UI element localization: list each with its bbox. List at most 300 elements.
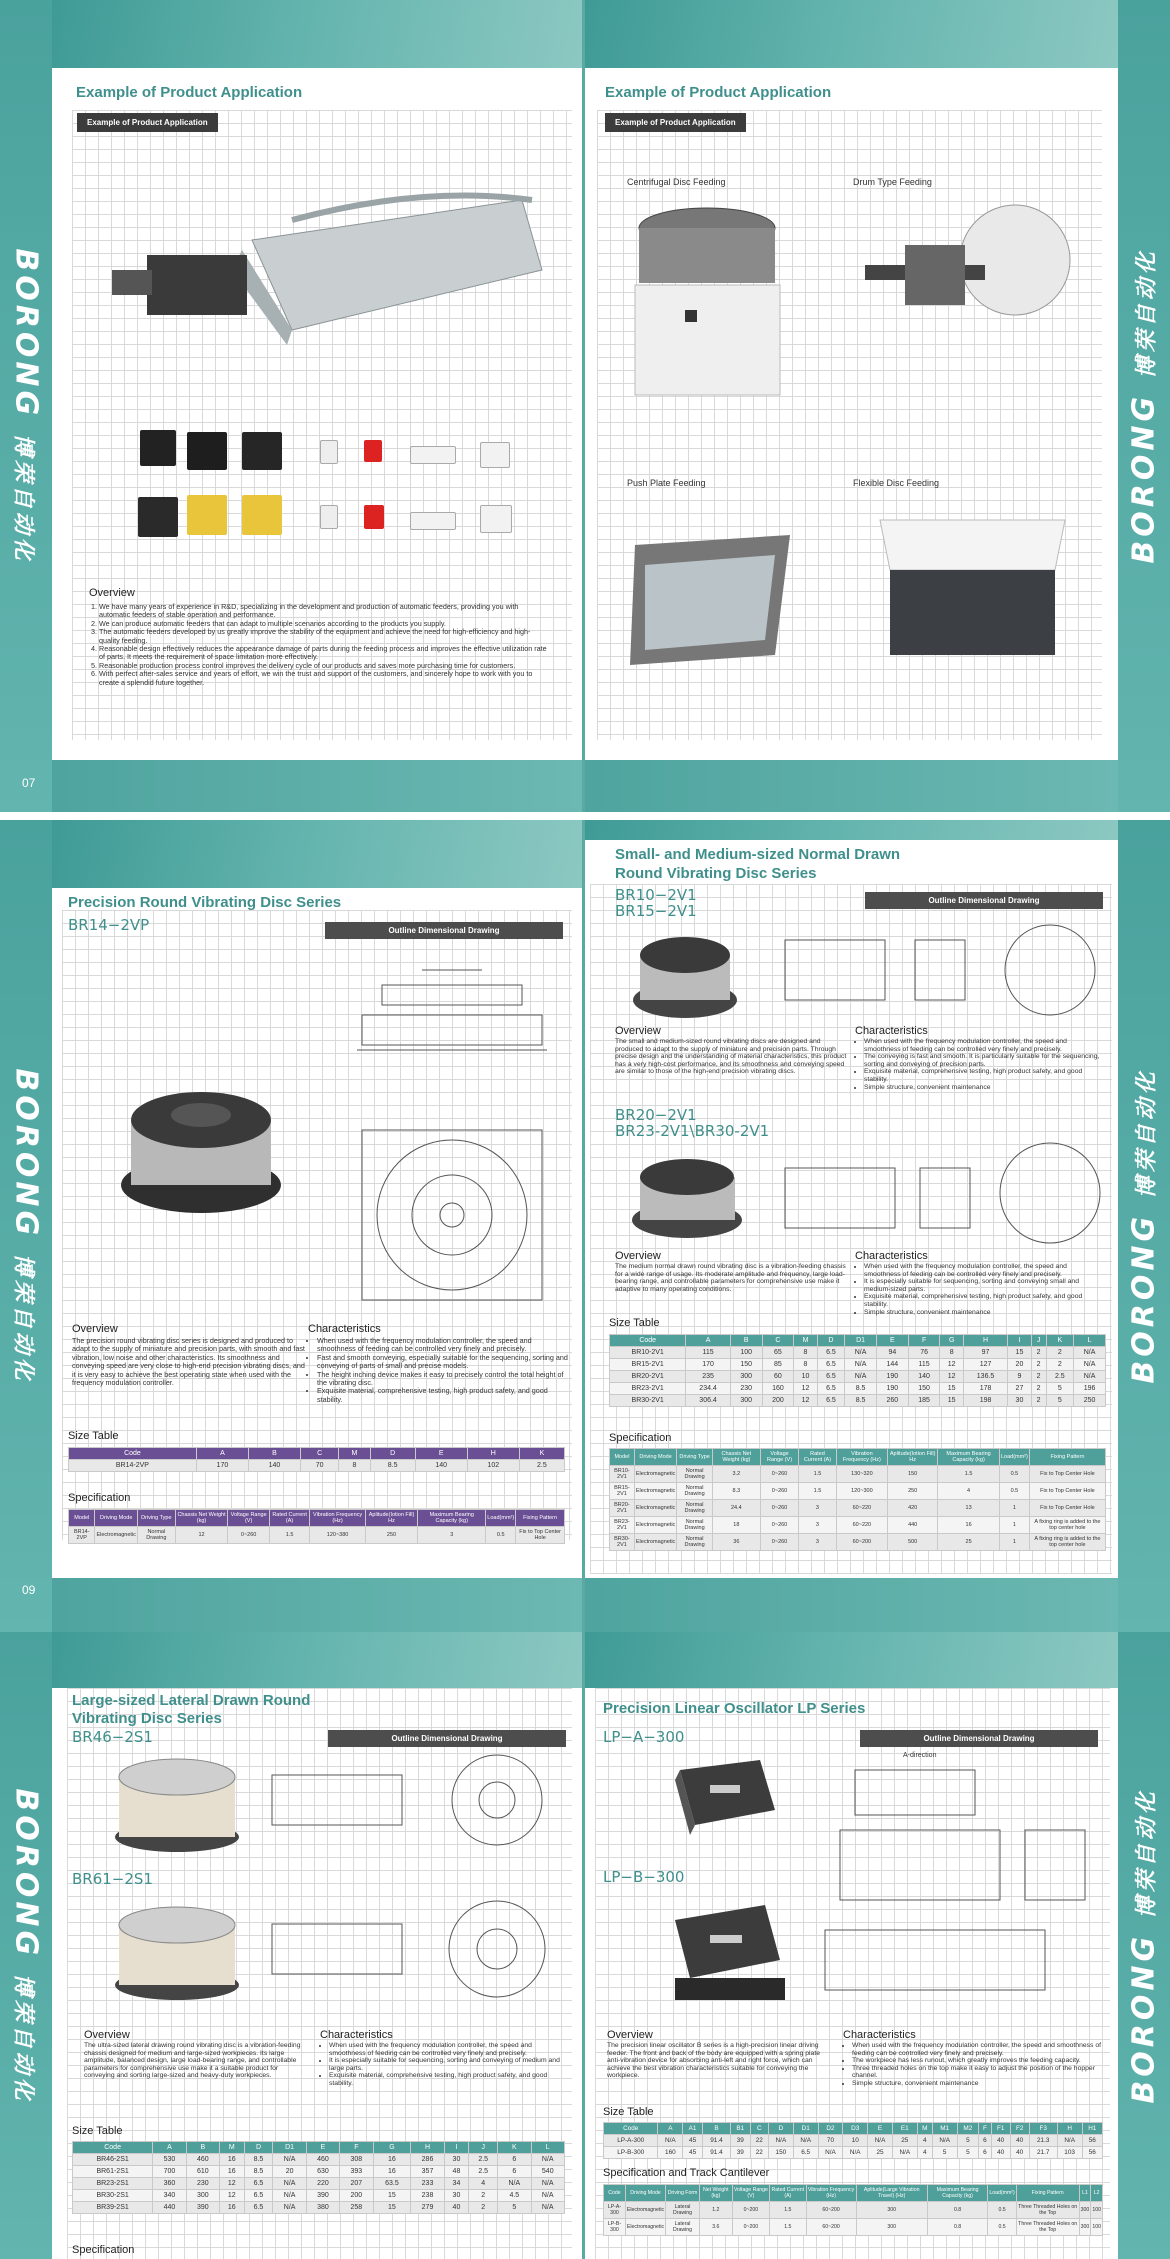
- application-label: Drum Type Feeding: [853, 177, 932, 187]
- drawing-header: Outline Dimensional Drawing: [860, 1730, 1098, 1747]
- table-cell: E: [868, 2123, 893, 2135]
- overview-text: The precision round vibrating disc series is designed and produced to adapt to the supply of miniature and precision parts, with smooth and fast vibration, low noise and other characteristics. Its smoothness and conveying speed are very close to high-end precision vibrating discs, and it is very easy to achieve the best operating state when used with the frequency modulation controller.: [72, 1336, 305, 1388]
- table-cell: LP-A-300: [604, 2202, 626, 2219]
- table-cell: Normal Drawing: [677, 1500, 713, 1517]
- part-image: [242, 432, 282, 470]
- top-band: [585, 0, 1118, 68]
- left-brand-bar: [0, 820, 52, 1632]
- table-cell: N/A: [531, 2154, 565, 2166]
- characteristics-list: [320, 2042, 562, 2088]
- table-cell: 357: [411, 2166, 444, 2178]
- table-cell: Load(mm²): [486, 1510, 516, 1527]
- table-cell: 460: [306, 2154, 339, 2166]
- table-cell: 6.5: [817, 1371, 845, 1383]
- table-cell: N/A: [273, 2178, 306, 2190]
- table-cell: 8.5: [845, 1395, 877, 1407]
- drawing-header: Outline Dimensional Drawing: [865, 892, 1103, 909]
- characteristic-item: • The workpiece has less runout, which greatly improves the feeding capacity.: [852, 2057, 1103, 2065]
- table-cell: 2.5: [469, 2166, 498, 2178]
- table-cell: BR23-2V1: [610, 1383, 686, 1395]
- table-cell: D: [370, 1448, 415, 1460]
- table-cell: 5: [957, 2135, 979, 2147]
- table-cell: 2: [1031, 1371, 1046, 1383]
- spread-09-10: [0, 820, 1170, 1632]
- table-cell: N/A: [273, 2190, 306, 2202]
- table-cell: 25: [868, 2147, 893, 2159]
- table-cell: Vibration Frequency (Hz): [310, 1510, 366, 1527]
- characteristic-item: • Three threaded holes on the top make it easy to adjust the position of the hopper channel.: [852, 2065, 1103, 2080]
- table-cell: Code: [604, 2185, 626, 2202]
- page-11: [52, 1632, 582, 2259]
- table-cell: Three Threaded Holes on the Top: [1016, 2202, 1079, 2219]
- table-cell: 360: [153, 2178, 186, 2190]
- page-title: Example of Product Application: [76, 84, 303, 101]
- characteristics-list: [855, 1038, 1100, 1091]
- table-cell: B1: [730, 2123, 750, 2135]
- table-cell: 0.8: [927, 2219, 988, 2236]
- table-cell: 40: [991, 2135, 1010, 2147]
- table-cell: Driving Mode: [95, 1510, 137, 1527]
- table-cell: Maximum Bearing Capacity (kg): [927, 2185, 988, 2202]
- table-cell: Aplitude(Iotion Fill) Hz: [365, 1510, 417, 1527]
- table-cell: 120~380: [310, 1527, 366, 1544]
- table-cell: 63.5: [373, 2178, 411, 2190]
- table-cell: Electromagnetic: [634, 1466, 676, 1483]
- table-cell: 6: [498, 2154, 531, 2166]
- table-cell: N/A: [892, 2147, 917, 2159]
- page-title: Example of Product Application: [605, 84, 832, 101]
- size-table-heading: Size Table: [603, 2106, 654, 2118]
- overview-item: 5. Reasonable production process control improves the delivery cycle of our products and saves more purchasing time for customers.: [99, 662, 548, 670]
- table-cell: 3.6: [699, 2219, 732, 2236]
- drawing-label: A-direction: [903, 1752, 937, 1759]
- table-row: [73, 2178, 565, 2190]
- table-cell: 300: [856, 2202, 927, 2219]
- table-cell: 2: [1031, 1383, 1046, 1395]
- page-title: Precision Linear Oscillator LP Series: [603, 1700, 866, 1717]
- table-row: [610, 1359, 1106, 1371]
- outline-drawing-medium: [775, 1138, 1105, 1248]
- table-cell: G: [940, 1335, 963, 1347]
- top-band: [585, 820, 1118, 840]
- table-cell: F: [979, 2123, 992, 2135]
- table-cell: 3: [418, 1527, 486, 1544]
- table-cell: Code: [69, 1448, 197, 1460]
- table-row: [610, 1534, 1106, 1551]
- table-cell: 390: [306, 2190, 339, 2202]
- table-cell: Voltage Range (V): [228, 1510, 270, 1527]
- spread-11-12: [0, 1632, 1170, 2259]
- table-cell: Electromagnetic: [625, 2219, 665, 2236]
- table-cell: 150: [730, 1359, 762, 1371]
- table-cell: H: [963, 1335, 1007, 1347]
- table-cell: Code: [610, 1335, 686, 1347]
- table-cell: 3: [799, 1534, 836, 1551]
- table-cell: Driving Form: [666, 2185, 700, 2202]
- table-cell: H: [467, 1448, 519, 1460]
- table-cell: 30: [444, 2190, 469, 2202]
- table-cell: 8: [339, 1460, 370, 1472]
- table-cell: 60~200: [836, 1534, 887, 1551]
- brand-vertical-text: BORONG 博荣自动化: [1126, 1787, 1162, 2104]
- part-image: [480, 442, 510, 468]
- table-cell: M: [219, 2142, 244, 2154]
- table-cell: N/A: [1057, 2135, 1082, 2147]
- table-cell: Vibration Frequency (Hz): [836, 1449, 887, 1466]
- table-cell: 144: [876, 1359, 908, 1371]
- size-table-heading: Size Table: [609, 1317, 660, 1329]
- table-cell: BR46-2S1: [73, 2154, 153, 2166]
- spec-heading: Specification: [72, 2244, 135, 2256]
- spread-07-08: [0, 0, 1170, 812]
- table-cell: 12: [219, 2178, 244, 2190]
- table-cell: 16: [938, 1517, 1000, 1534]
- table-cell: 15: [940, 1395, 963, 1407]
- table-row: [610, 1383, 1106, 1395]
- table-cell: 200: [762, 1395, 794, 1407]
- table-cell: 0.5: [999, 1483, 1029, 1500]
- table-row: [69, 1527, 565, 1544]
- table-cell: C: [750, 2123, 768, 2135]
- table-cell: Chassis Net Weight (kg): [175, 1510, 228, 1527]
- table-cell: 85: [762, 1359, 794, 1371]
- part-image: [410, 446, 456, 464]
- table-cell: 5: [957, 2147, 979, 2159]
- table-cell: 2: [1046, 1347, 1074, 1359]
- table-cell: G: [373, 2142, 411, 2154]
- table-cell: L: [1074, 1335, 1106, 1347]
- characteristic-item: • It is especially suitable for sequencing, sorting and conveying small and medium-sized parts.: [864, 1278, 1100, 1293]
- table-cell: M: [794, 1335, 817, 1347]
- table-header-row: [610, 1449, 1106, 1466]
- table-cell: 279: [411, 2202, 444, 2214]
- table-cell: Electromagnetic: [634, 1483, 676, 1500]
- brand-vertical-text: BORONG 博荣自动化: [8, 1787, 44, 2104]
- table-cell: 207: [340, 2178, 373, 2190]
- table-cell: D2: [818, 2123, 843, 2135]
- table-cell: N/A: [1074, 1347, 1106, 1359]
- model-name: BR15−2V1: [615, 902, 697, 920]
- table-cell: Aplitude(Large Vibration Travel) (Hz): [856, 2185, 927, 2202]
- table-cell: Code: [604, 2123, 658, 2135]
- table-cell: 18: [712, 1517, 760, 1534]
- table-cell: 4: [917, 2147, 932, 2159]
- table-cell: Vibration Frequency (Hz): [806, 2185, 856, 2202]
- overview-text: The medium normal drawn round vibrating disc is a vibration-feeding chassis for a wide range of usage. Its moderate amplitude and frequency, large load-bearing range, and controllable parameters for comprehensive use make it adaptive to many operating conditions.: [615, 1263, 846, 1293]
- table-cell: Electromagnetic: [95, 1527, 137, 1544]
- table-cell: 300: [1079, 2202, 1091, 2219]
- table-cell: 2: [1031, 1359, 1046, 1371]
- table-cell: 70: [818, 2135, 843, 2147]
- table-cell: 390: [186, 2202, 219, 2214]
- table-cell: BR39-2S1: [73, 2202, 153, 2214]
- table-cell: 30: [1008, 1395, 1031, 1407]
- application-label: Flexible Disc Feeding: [853, 478, 940, 488]
- application-label: Centrifugal Disc Feeding: [627, 177, 726, 187]
- table-cell: F1: [991, 2123, 1010, 2135]
- characteristics-list: [843, 2042, 1103, 2088]
- table-cell: 4: [938, 1483, 1000, 1500]
- table-cell: 100: [730, 1347, 762, 1359]
- table-cell: A: [658, 2123, 683, 2135]
- table-cell: 24.4: [712, 1500, 760, 1517]
- table-cell: 22: [750, 2135, 768, 2147]
- table-cell: Fix to Top Center Hole: [1029, 1483, 1105, 1500]
- table-cell: E1: [892, 2123, 917, 2135]
- table-cell: 150: [908, 1383, 940, 1395]
- table-cell: Driving Mode: [625, 2185, 665, 2202]
- table-cell: BR10-2V1: [610, 1347, 686, 1359]
- table-cell: F: [908, 1335, 940, 1347]
- table-cell: 60~200: [806, 2202, 856, 2219]
- table-cell: E: [415, 1448, 467, 1460]
- table-cell: 45: [683, 2147, 703, 2159]
- table-cell: 60~200: [806, 2219, 856, 2236]
- table-header-row: [69, 1510, 565, 1527]
- table-cell: H1: [1082, 2123, 1102, 2135]
- page-title: Precision Round Vibrating Disc Series: [68, 894, 342, 911]
- page-number: 09: [22, 1583, 36, 1597]
- table-cell: 340: [153, 2190, 186, 2202]
- brand-vertical-text: BORONG 博荣自动化: [8, 248, 44, 564]
- table-cell: 60~220: [836, 1517, 887, 1534]
- table-cell: Normal Drawing: [677, 1483, 713, 1500]
- characteristic-item: • The height inching device makes it easy to precisely control the total height of the vibrating disc.: [317, 1371, 568, 1388]
- table-cell: 45: [683, 2135, 703, 2147]
- table-cell: LP-B-300: [604, 2219, 626, 2236]
- spec-table: [68, 1509, 565, 1544]
- vibrating-disc-photo-medium: [625, 1142, 750, 1242]
- page-12: [585, 1632, 1118, 2259]
- right-brand-bar: [1118, 820, 1170, 1632]
- table-cell: 40: [991, 2147, 1010, 2159]
- table-cell: 25: [892, 2135, 917, 2147]
- table-cell: Electromagnetic: [634, 1534, 676, 1551]
- table-cell: 8.3: [712, 1483, 760, 1500]
- table-cell: 540: [531, 2166, 565, 2178]
- table-cell: 16: [373, 2154, 411, 2166]
- table-cell: 65: [762, 1347, 794, 1359]
- table-cell: Normal Drawing: [677, 1517, 713, 1534]
- table-cell: 100: [1091, 2219, 1103, 2236]
- table-cell: 5: [932, 2147, 957, 2159]
- table-cell: 4: [469, 2178, 498, 2190]
- table-cell: 60: [762, 1371, 794, 1383]
- overview-heading: Overview: [72, 1323, 118, 1335]
- table-cell: 76: [908, 1347, 940, 1359]
- table-cell: Fix to Top Center Hole: [516, 1527, 565, 1544]
- table-cell: 6.5: [244, 2178, 273, 2190]
- table-cell: 2: [1031, 1347, 1046, 1359]
- outline-drawing-side: [352, 955, 552, 1070]
- characteristic-item: • Fast and smooth conveying, especially suitable for the sequencing, sorting and conveying of parts of small and precise models.: [317, 1354, 568, 1371]
- linear-feeder-photo: [92, 180, 552, 355]
- size-table: [603, 2122, 1103, 2159]
- table-cell: 20: [273, 2166, 306, 2178]
- table-cell: 8: [794, 1347, 817, 1359]
- overview-text: The precision linear oscillator B series is a high-precision linear driving feeder. The front and back of the body are equipped with a spring plate anti-vibration device for absorbing anti-left and right force, which can achieve the best vibration characteristics suitable for conveying the workpiece.: [607, 2042, 820, 2080]
- table-cell: N/A: [531, 2202, 565, 2214]
- table-cell: Lateral Drawing: [666, 2202, 700, 2219]
- vibrating-disc-photo: [114, 1065, 289, 1220]
- top-band: [585, 1632, 1118, 1688]
- table-cell: 39: [730, 2147, 750, 2159]
- table-cell: 40: [1010, 2147, 1029, 2159]
- table-cell: 160: [658, 2147, 683, 2159]
- table-cell: 127: [963, 1359, 1007, 1371]
- table-cell: 13: [938, 1500, 1000, 1517]
- spec-heading: Specification: [609, 1432, 672, 1444]
- table-cell: K: [519, 1448, 564, 1460]
- table-cell: N/A: [845, 1359, 877, 1371]
- table-cell: 260: [876, 1395, 908, 1407]
- bottom-band: [52, 760, 582, 812]
- part-image: [242, 495, 282, 535]
- part-image: [320, 505, 338, 529]
- table-cell: 0~260: [760, 1534, 798, 1551]
- flexible-disc-feeder-photo: [870, 510, 1075, 660]
- characteristics-heading: Characteristics: [855, 1025, 928, 1037]
- table-cell: 39: [730, 2135, 750, 2147]
- characteristic-item: • Simple structure, convenient maintenance: [852, 2080, 1103, 2088]
- table-cell: 16: [373, 2166, 411, 2178]
- table-cell: Rated Current (A): [269, 1510, 309, 1527]
- table-cell: 300: [730, 1371, 762, 1383]
- table-cell: 21.7: [1029, 2147, 1057, 2159]
- table-cell: 700: [153, 2166, 186, 2178]
- table-cell: 12: [940, 1371, 963, 1383]
- table-cell: Fix to Top Center Hole: [1029, 1466, 1105, 1483]
- table-cell: 91.4: [702, 2135, 730, 2147]
- table-cell: 150: [888, 1466, 938, 1483]
- table-cell: Chassis Net Weight (kg): [712, 1449, 760, 1466]
- table-cell: Electromagnetic: [625, 2202, 665, 2219]
- table-cell: 136.5: [963, 1371, 1007, 1383]
- outline-drawing-a: [262, 1750, 562, 1850]
- table-row: [610, 1483, 1106, 1500]
- page-10: [585, 820, 1118, 1632]
- table-header-row: [604, 2185, 1103, 2202]
- table-cell: 300: [1079, 2219, 1091, 2236]
- table-cell: Load(mm²): [988, 2185, 1016, 2202]
- table-cell: K: [498, 2142, 531, 2154]
- table-cell: 8: [940, 1347, 963, 1359]
- table-cell: D: [817, 1335, 845, 1347]
- characteristic-item: • When used with the frequency modulation controller, the speed and smoothness of feeding can be controlled very finely and precisely.: [317, 1337, 568, 1354]
- table-cell: 200: [340, 2190, 373, 2202]
- table-cell: 40: [444, 2202, 469, 2214]
- table-cell: N/A: [531, 2178, 565, 2190]
- table-header-row: [73, 2142, 565, 2154]
- table-cell: 393: [340, 2166, 373, 2178]
- model-name: LP−A−300: [603, 1728, 685, 1746]
- table-cell: 0~260: [760, 1500, 798, 1517]
- table-cell: 190: [876, 1371, 908, 1383]
- table-cell: 56: [1082, 2135, 1102, 2147]
- table-cell: 2: [1031, 1395, 1046, 1407]
- table-cell: 1.5: [799, 1483, 836, 1500]
- table-cell: M2: [957, 2123, 979, 2135]
- table-cell: 1.5: [938, 1466, 1000, 1483]
- table-cell: N/A: [273, 2202, 306, 2214]
- table-cell: 178: [963, 1383, 1007, 1395]
- table-cell: 185: [908, 1395, 940, 1407]
- part-image: [410, 512, 456, 530]
- model-name: BR61−2S1: [72, 1870, 153, 1888]
- table-cell: Model: [69, 1510, 95, 1527]
- table-cell: 6: [498, 2166, 531, 2178]
- table-cell: M: [917, 2123, 932, 2135]
- table-cell: 238: [411, 2190, 444, 2202]
- table-cell: 40: [1010, 2135, 1029, 2147]
- table-cell: C: [762, 1335, 794, 1347]
- table-cell: Lateral Drawing: [666, 2219, 700, 2236]
- overview-heading: Overview: [615, 1250, 661, 1262]
- table-cell: I: [444, 2142, 469, 2154]
- table-cell: 460: [186, 2154, 219, 2166]
- overview-text: The small and medium-sized round vibrating discs are designed and produced to adapt to the supply of miniature and precision parts. Through precise design and the understanding of material characteristics, this product has a very high-cost performance, and its smoothness and conveying speed are similar to those of the high-end precision vibrating discs.: [615, 1038, 847, 1076]
- table-cell: I: [1008, 1335, 1031, 1347]
- table-cell: 8: [794, 1359, 817, 1371]
- table-cell: C: [300, 1448, 338, 1460]
- characteristics-list: [855, 1263, 1100, 1316]
- table-cell: 3: [799, 1517, 836, 1534]
- table-row: [73, 2202, 565, 2214]
- table-cell: N/A: [932, 2135, 957, 2147]
- table-cell: 440: [888, 1517, 938, 1534]
- characteristics-heading: Characteristics: [320, 2029, 393, 2041]
- table-cell: 6.5: [244, 2190, 273, 2202]
- table-cell: 5: [498, 2202, 531, 2214]
- table-row: [610, 1347, 1106, 1359]
- centrifugal-disc-photo: [625, 200, 790, 410]
- table-cell: N/A: [498, 2178, 531, 2190]
- drawing-header: Outline Dimensional Drawing: [328, 1730, 566, 1747]
- model-name: BR14−2VP: [68, 916, 150, 934]
- overview-list: [88, 603, 548, 687]
- section-tag: Example of Product Application: [77, 113, 218, 132]
- table-cell: 100: [1091, 2202, 1103, 2219]
- table-cell: Fixing Pattern: [516, 1510, 565, 1527]
- table-cell: 115: [686, 1347, 730, 1359]
- table-cell: H: [1057, 2123, 1082, 2135]
- table-cell: A: [686, 1335, 730, 1347]
- table-cell: N/A: [531, 2190, 565, 2202]
- bottom-band: [52, 1578, 582, 1632]
- outline-drawing-top: [352, 1120, 552, 1310]
- table-row: [604, 2147, 1103, 2159]
- table-cell: 250: [1074, 1395, 1106, 1407]
- size-table: [68, 1447, 565, 1472]
- characteristic-item: • When used with the frequency modulation controller, the speed and smoothness of feeding can be controlled very finely and precisely.: [864, 1038, 1100, 1053]
- table-cell: 10: [794, 1371, 817, 1383]
- page-title: Large-sized Lateral Drawn Round: [72, 1692, 311, 1709]
- table-cell: 286: [411, 2154, 444, 2166]
- table-cell: 27: [1008, 1383, 1031, 1395]
- table-cell: 12: [175, 1527, 228, 1544]
- table-cell: 306.4: [686, 1395, 730, 1407]
- table-cell: 15: [1008, 1347, 1031, 1359]
- table-cell: 15: [373, 2190, 411, 2202]
- table-cell: BR20-2V1: [610, 1500, 635, 1517]
- characteristic-item: • Exquisite material, comprehensive testing, high product safety, and good stability.: [864, 1068, 1100, 1083]
- table-cell: D: [768, 2123, 793, 2135]
- table-cell: Driving Type: [137, 1510, 175, 1527]
- table-cell: Normal Drawing: [137, 1527, 175, 1544]
- table-row: [69, 1460, 565, 1472]
- linear-oscillator-photo-a: [660, 1750, 780, 1840]
- table-cell: 2.5: [519, 1460, 564, 1472]
